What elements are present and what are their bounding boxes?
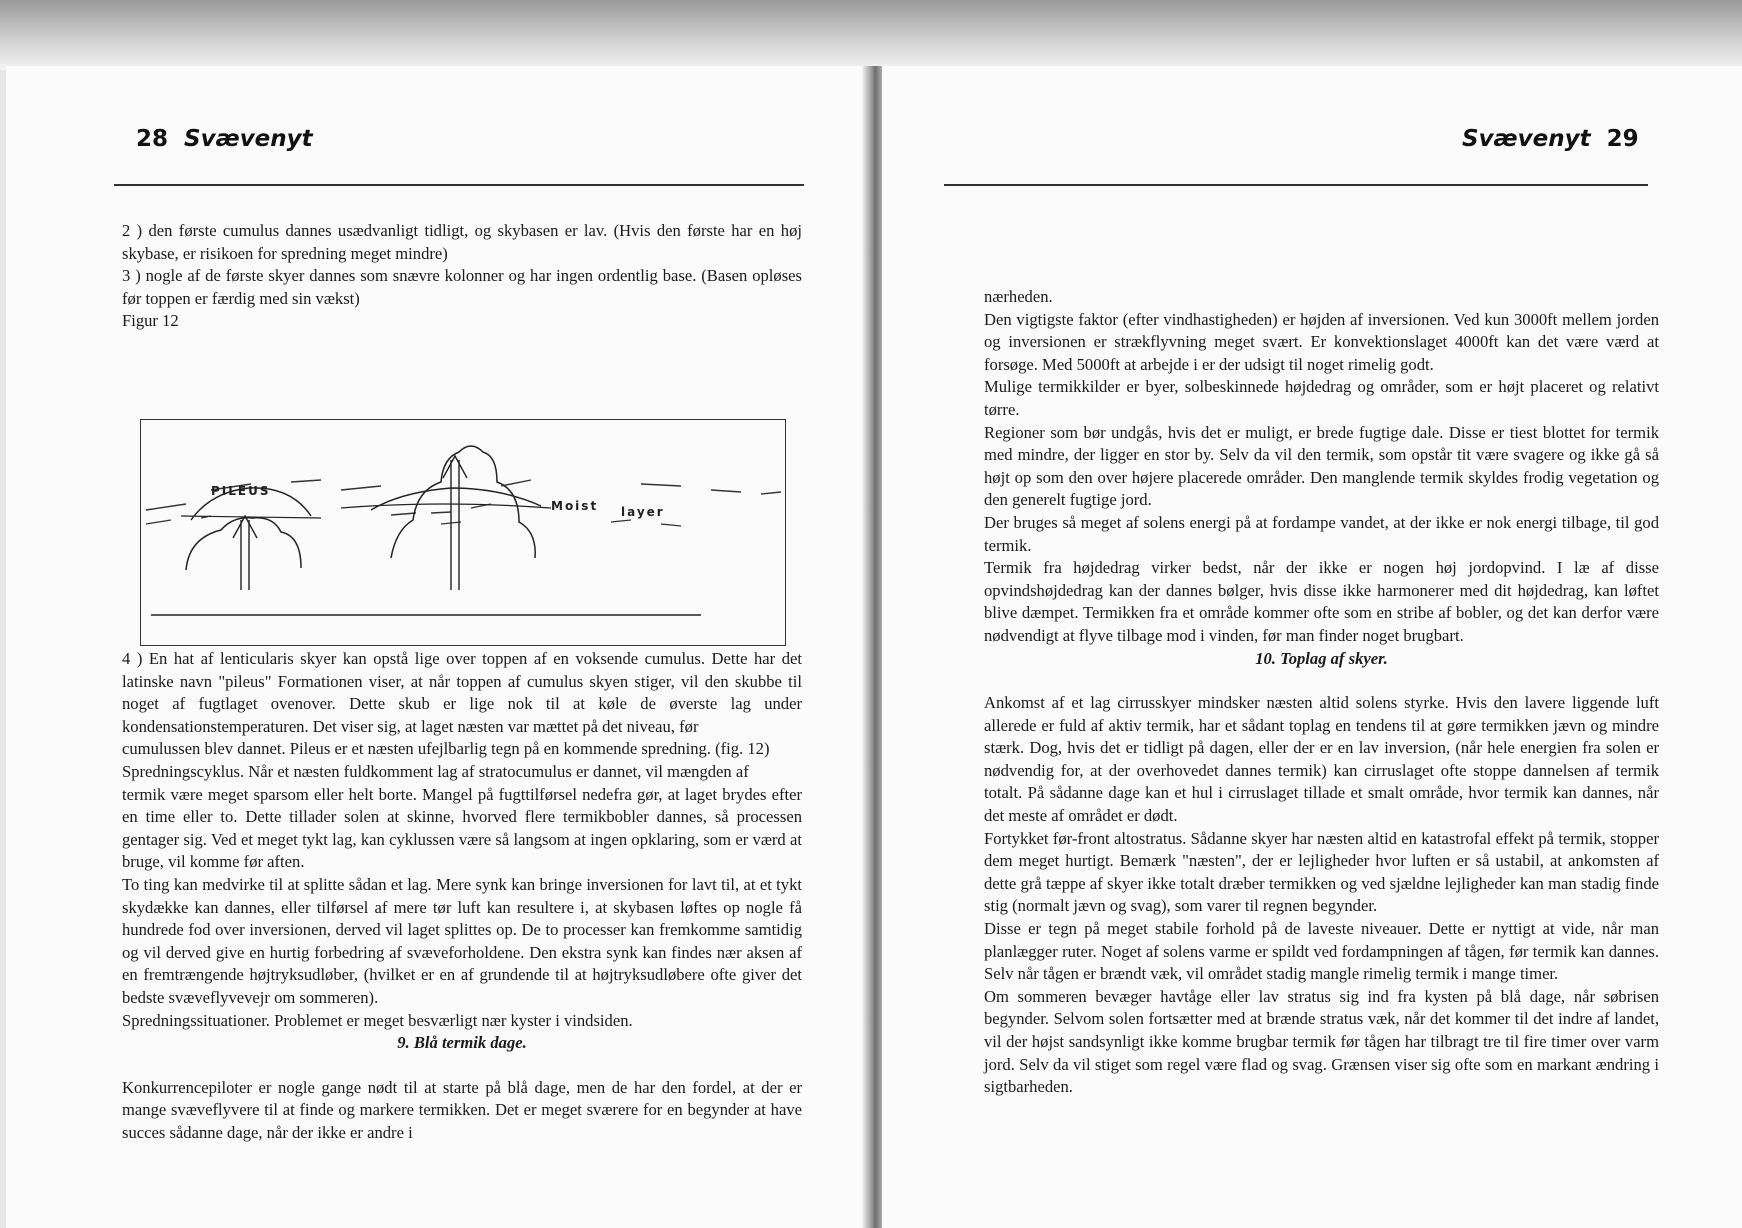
paragraph: Termik fra højdedrag virker bedst, når der ikke er nogen høj jordopvind. I læ af disse opvindshøjdedrag kan der dannes bølger, hvis disse ikke harmonerer med dit højdedrag, kan løftet blive dæmpet. Termikken fra et område kommer ofte som en stribe af bobler, og det kan derfor være nødvendigt at flyve tilbage mod i vinden, før man finder noget brugbart.: [984, 558, 1659, 645]
paragraph: Fortykket før-front altostratus. Sådanne skyer har næsten altid en katastrofal effekt på termik, stopper dem meget hurtigt. Bemærk "næsten", der er lejligheder hvor luften er så ustabil, at ankomsten af dette grå tæppe af skyer ikke totalt dræber termikken og ved sjældne lejligheder kan man stadig finde stig (normalt jævn og svag), som varer til regnen begynder.: [984, 828, 1659, 916]
right-running-header: [1462, 126, 1639, 152]
magazine-title: Svævenyt: [1462, 126, 1591, 152]
cumulus-right: [391, 446, 535, 558]
section-heading: 9. Blå termik dage.: [397, 1033, 527, 1053]
left-body-top: [122, 220, 802, 333]
paragraph: Disse er tegn på meget stabile forhold på de laveste niveauer. Dette er nyttigt at vide, når man planlægger ruter. Noget af solens varme er spildt ved fordampningen af tågen, før termik kan dannes. Selv når tågen er brændt væk, vil området stadig mangle rimelig termik i mange timer.: [984, 919, 1659, 984]
scan-shadow: [0, 0, 1742, 70]
page-number: 28: [136, 126, 169, 152]
paragraph: To ting kan medvirke til at splitte sådan et lag. Mere synk kan bringe inversionen for lavt til, at et tykt skydække kan dannes, eller tilførsel af mere tør luft kan resultere i, at skybasen løftes op nogle få hundrede fod over inversionen, derved vil laget splittes op. De to processer kan fremkomme samtidig og vil derved give en hurtig forbedring af svæveforholdene. Den ekstra synk kan findes nær aksen af en fremtrængende højtryksudløber, (hvilket er en af grundende til at højtryksudløbere ofte giver det bedste svæveflyvevejr om sommeren).: [122, 874, 802, 1007]
header-rule: [944, 184, 1648, 186]
left-running-header: [136, 126, 313, 152]
paragraph: 3 ) nogle af de første skyer dannes som snævre kolonner og har ingen ordentlig base. (Basen opløses før toppen er færdig med sin vækst): [122, 266, 802, 308]
paragraph: Konkurrencepiloter er nogle gange nødt til at starte på blå dage, men de har den fordel, at der er mange svæveflyvere til at finde og markere termikken. Det er meget sværere for en begynder at have succes sådanne dage, når der ikke er andre i: [122, 1077, 802, 1142]
paragraph: Spredningscyklus. Når et næsten fuldkomment lag af stratocumulus er dannet, vil mængden af: [122, 761, 749, 781]
right-body: [984, 286, 1659, 1099]
left-page: [6, 66, 870, 1228]
paragraph: Ankomst af et lag cirrusskyer mindsker næsten altid solens styrke. Hvis den lavere liggende luft allerede er fuld af aktiv termik, har et sådant toplag en tendens til at gøre termikken jævn og mindre stærk. Dog, hvis det er tidligt på dagen, eller der er en lav inversion, (når hele energien fra solen er nødvendig for, at der overhovedet dannes termik) kan cirruslaget ofte stoppe dannelsen af termik totalt. På sådanne dage kan et hul i cirruslaget tillade et smalt område, hvor termik kan dannes, når det meste af området er dødt.: [984, 693, 1659, 826]
pileus-diagram: [141, 420, 785, 645]
paragraph: Mulige termikkilder er byer, solbeskinnede højdedrag og områder, som er højt placeret og relativt tørre.: [984, 377, 1659, 419]
page-number: 29: [1606, 126, 1639, 152]
label-pileus: PILEUS: [211, 484, 271, 498]
section-heading: 10. Toplag af skyer.: [1255, 648, 1388, 668]
paragraph: Der bruges så meget af solens energi på at fordampe vandet, at der ikke er nok energi tilbage, til god termik.: [984, 512, 1659, 555]
right-page: [882, 66, 1742, 1228]
paragraph: Den vigtigste faktor (efter vindhastigheden) er højden af inversionen. Ved kun 3000ft mellem jorden og inversionen er strækflyvning meget svært. Er konvektionslaget 4000ft kan det være værd at forsøge. Med 5000ft at arbejde i er der udsigt til noget rimelig godt.: [984, 309, 1659, 374]
paragraph: nærheden.: [984, 287, 1053, 306]
header-rule: [114, 184, 804, 186]
paragraph: termik være meget sparsom eller helt borte. Mangel på fugttilførsel nedefra gør, at laget brydes efter en time eller to. Dette tillader solen at skinne, hvorved flere termikbobler dannes, så processen gentager sig. Ved et meget tykt lag, kan cyklussen være så langsom at ingen opklaring, som er værd at bruge, vil komme før aften.: [122, 784, 802, 872]
label-layer: layer: [621, 505, 665, 519]
figure-caption: Figur 12: [122, 311, 179, 331]
figure-12: [140, 419, 786, 646]
arrowhead-right: [443, 456, 467, 478]
paragraph: Regioner som bør undgås, hvis det er muligt, er brede fugtige dale. Disse er tiest blottet for termik med mindre, der ligger en stor by. Selv da vil den termik, som opstår tit være svagere og ikke gå så højt op som den over højere placerede områder. Den manglende termik skyldes frodig vegetation og den generelt fugtige jord.: [984, 422, 1659, 510]
pileus-line-right: [341, 504, 551, 508]
paragraph: 2 ) den første cumulus dannes usædvanligt tidligt, og skybasen er lav. (Hvis den første har en høj skybase, er risikoen for spredning meget mindre): [122, 221, 802, 263]
paragraph: cumulussen blev dannet. Pileus er et næsten ufejlbarlig tegn på en kommende spredning. (fig. 12): [122, 739, 770, 759]
paragraph: Spredningssituationer. Problemet er meget besværligt nær kyster i vindsiden.: [122, 1010, 633, 1030]
magazine-title: Svævenyt: [184, 126, 313, 152]
left-body-bottom: [122, 648, 802, 1144]
cumulus-left: [186, 518, 301, 570]
paragraph: Om sommeren bevæger havtåge eller lav stratus sig ind fra kysten på blå dage, når søbrisen begynder. Selvom solen fortsætter med at brænde stratus væk, når det kommer til det indre af landet, vil der højst sandsynligt ikke komme brugbar termik før tågen har tilbragt tre til fire timer over varm jord. Selv da vil stiget som regel være flad og svag. Grænsen viser sig ofte som en markant ændring i sigtbarheden.: [984, 986, 1659, 1097]
paragraph: 4 ) En hat af lenticularis skyer kan opstå lige over toppen af en voksende cumulus. Dette har det latinske navn "pileus" Formationen viser, at når toppen af cumulus skyen stiger, vil den skubbe til noget af fugtlaget ovenover. Dette skub er lige nok til at køle de øverste lag under kondensationstemperaturen. Det viser sig, at laget næsten var mættet på det niveau, før: [122, 649, 802, 736]
label-moist: Moist: [551, 499, 599, 513]
